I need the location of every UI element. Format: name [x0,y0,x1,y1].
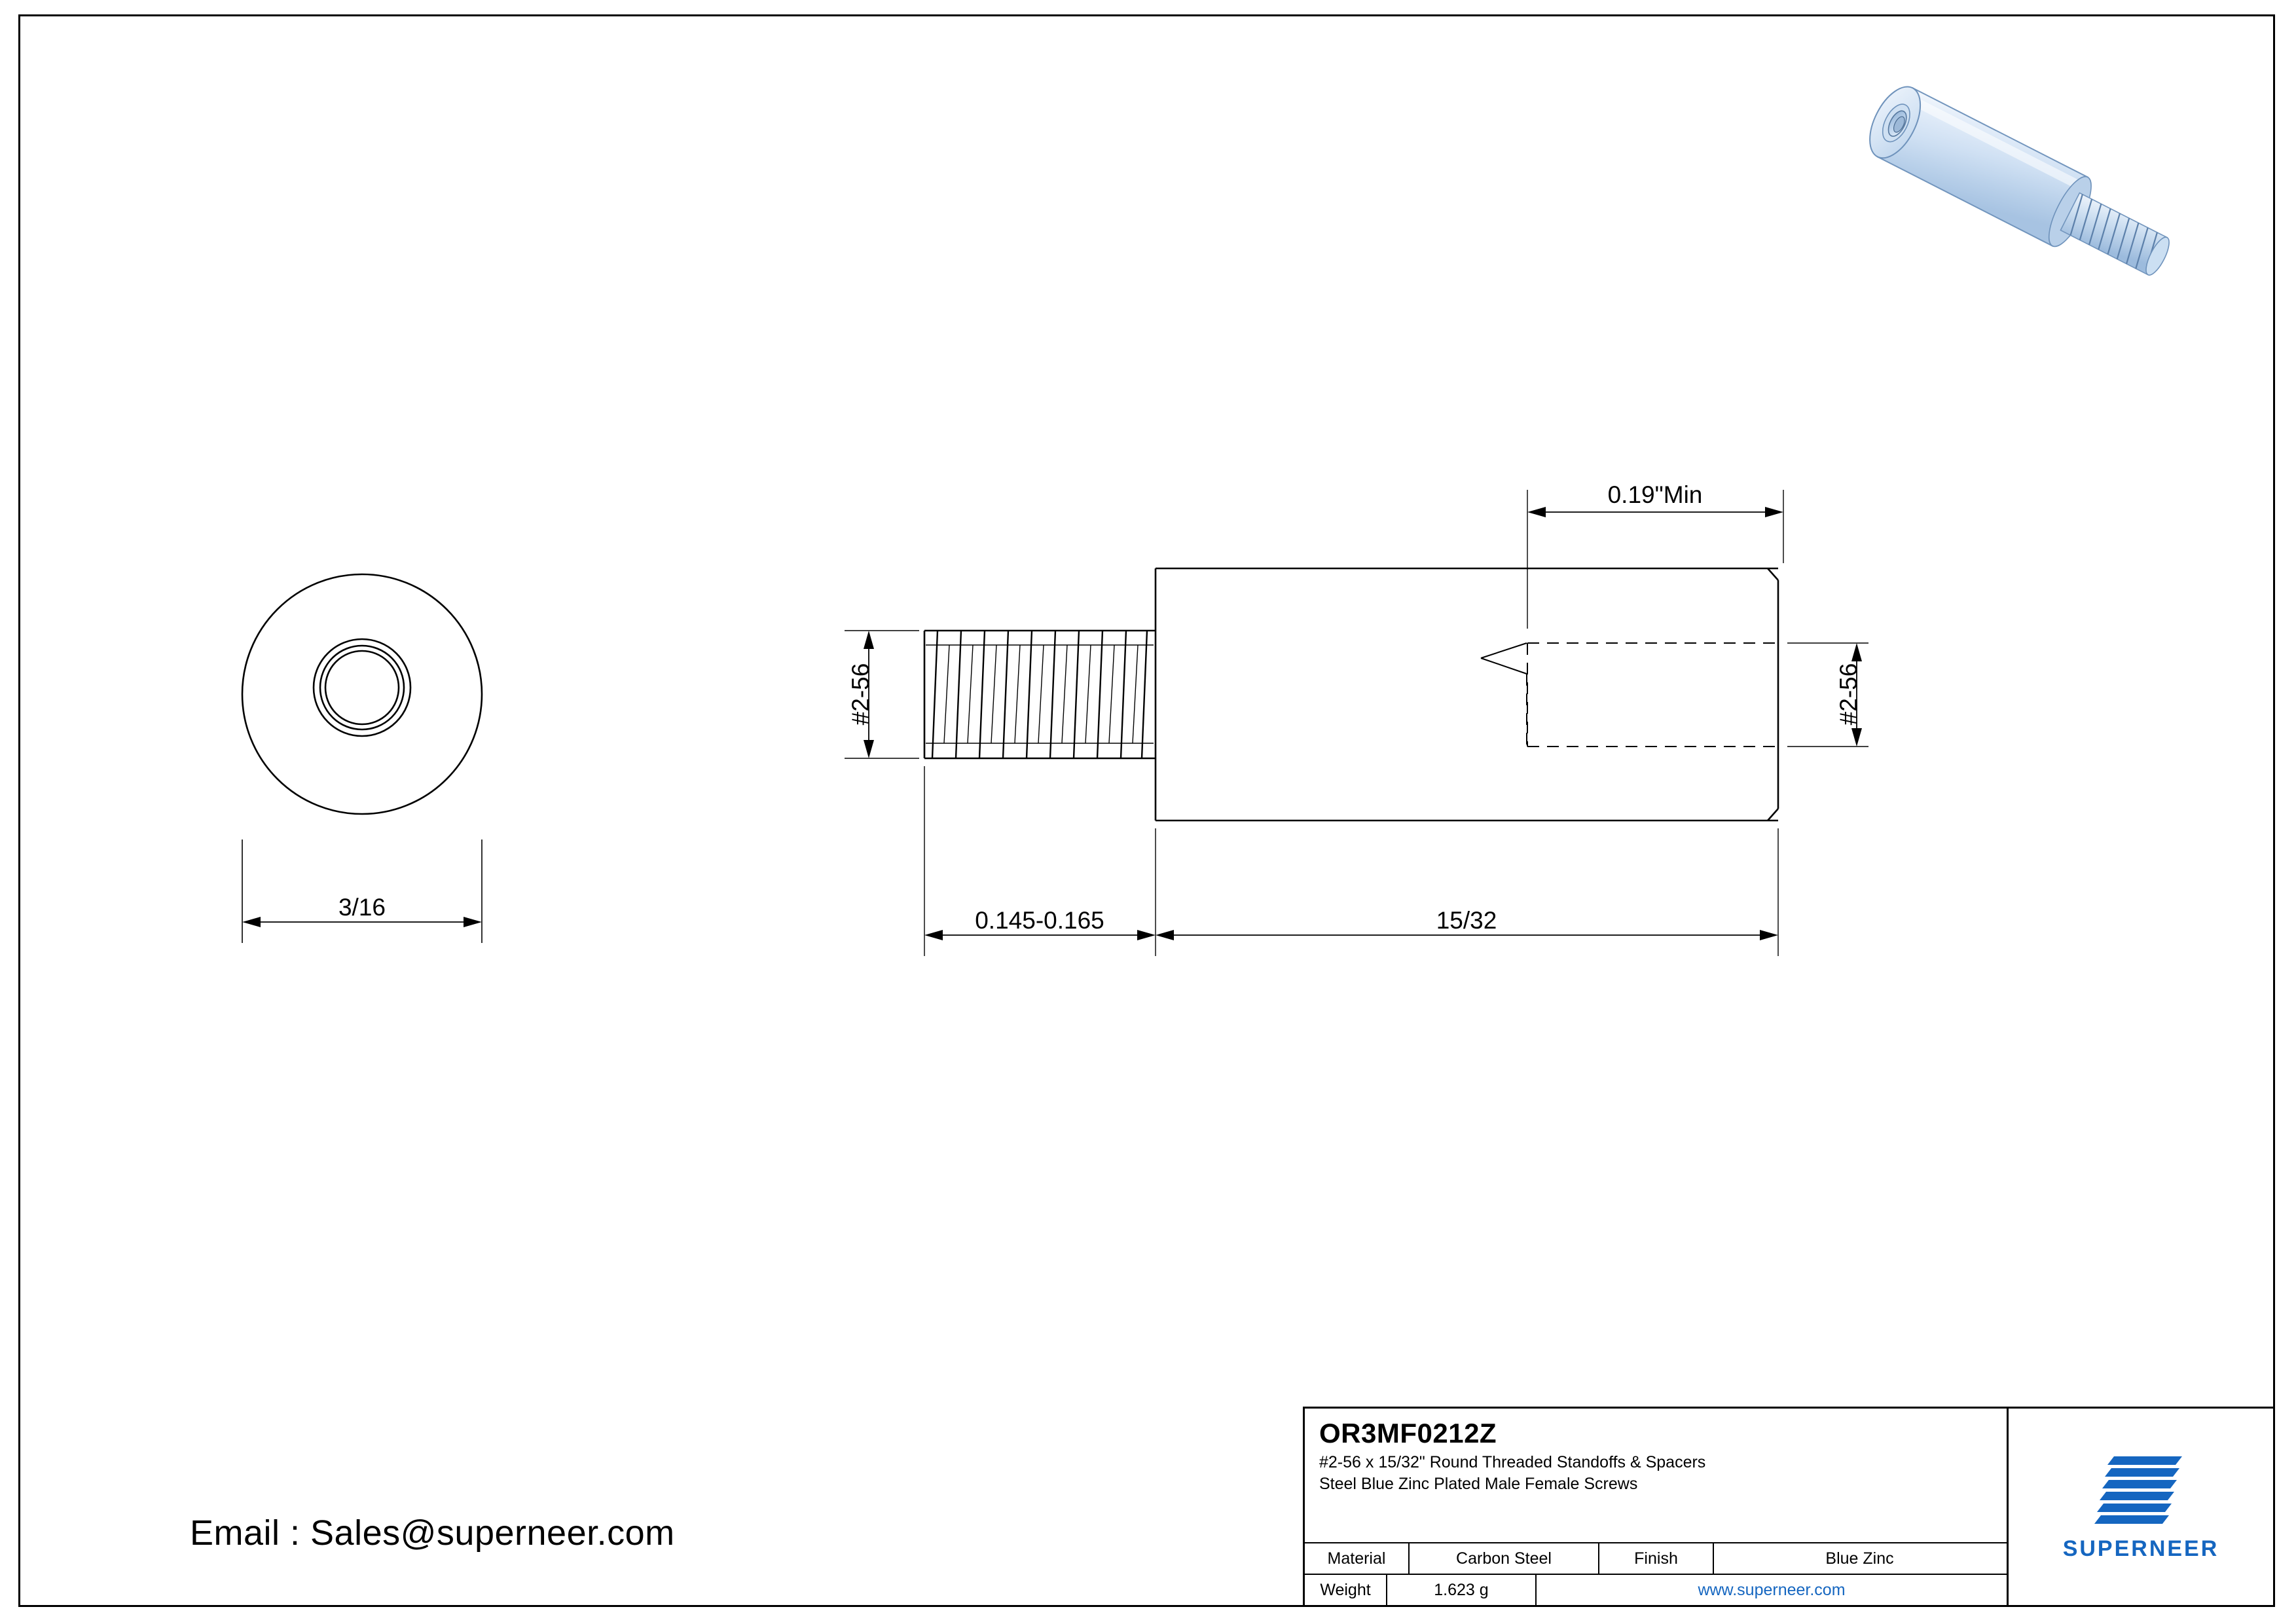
table-row [1305,1575,2007,1605]
finish-label: Finish [1599,1543,1714,1574]
dim-thread-right: #2-56 [1835,663,1862,726]
brand-name: SUPERNEER [2062,1536,2219,1561]
contact-email[interactable]: Email : Sales@superneer.com [190,1513,675,1553]
description-line-1: #2-56 x 15/32" Round Threaded Standoffs & Spacers [1319,1453,1706,1471]
part-number: OR3MF0212Z [1319,1418,1497,1449]
material-label: Material [1305,1543,1410,1574]
spec-table [1305,1542,2007,1605]
description-line-2: Steel Blue Zinc Plated Male Female Screws [1319,1474,1638,1493]
iso-preview-image [1794,33,2252,373]
dim-thread-left: #2-56 [847,663,874,726]
table-row [1305,1543,2007,1575]
brand-logo [2009,1409,2273,1605]
finish-value: Blue Zinc [1825,1549,1894,1568]
weight-value: 1.623 g [1387,1575,1537,1605]
dim-female-thread-depth: 0.19"Min [1607,481,1703,508]
material-value: Carbon Steel [1410,1543,1599,1574]
dim-front-diameter: 3/16 [338,894,386,921]
superneer-logo-icon [2092,1452,2190,1530]
website-cell[interactable] [1537,1575,2007,1605]
weight-label: Weight [1305,1575,1387,1605]
title-block-left [1305,1409,2009,1605]
dim-body-length: 15/32 [1436,907,1497,934]
dim-male-thread-length: 0.145-0.165 [975,907,1104,934]
website-link[interactable]: www.superneer.com [1698,1580,1846,1599]
title-block [1303,1407,2275,1607]
part-description [1305,1452,2007,1501]
